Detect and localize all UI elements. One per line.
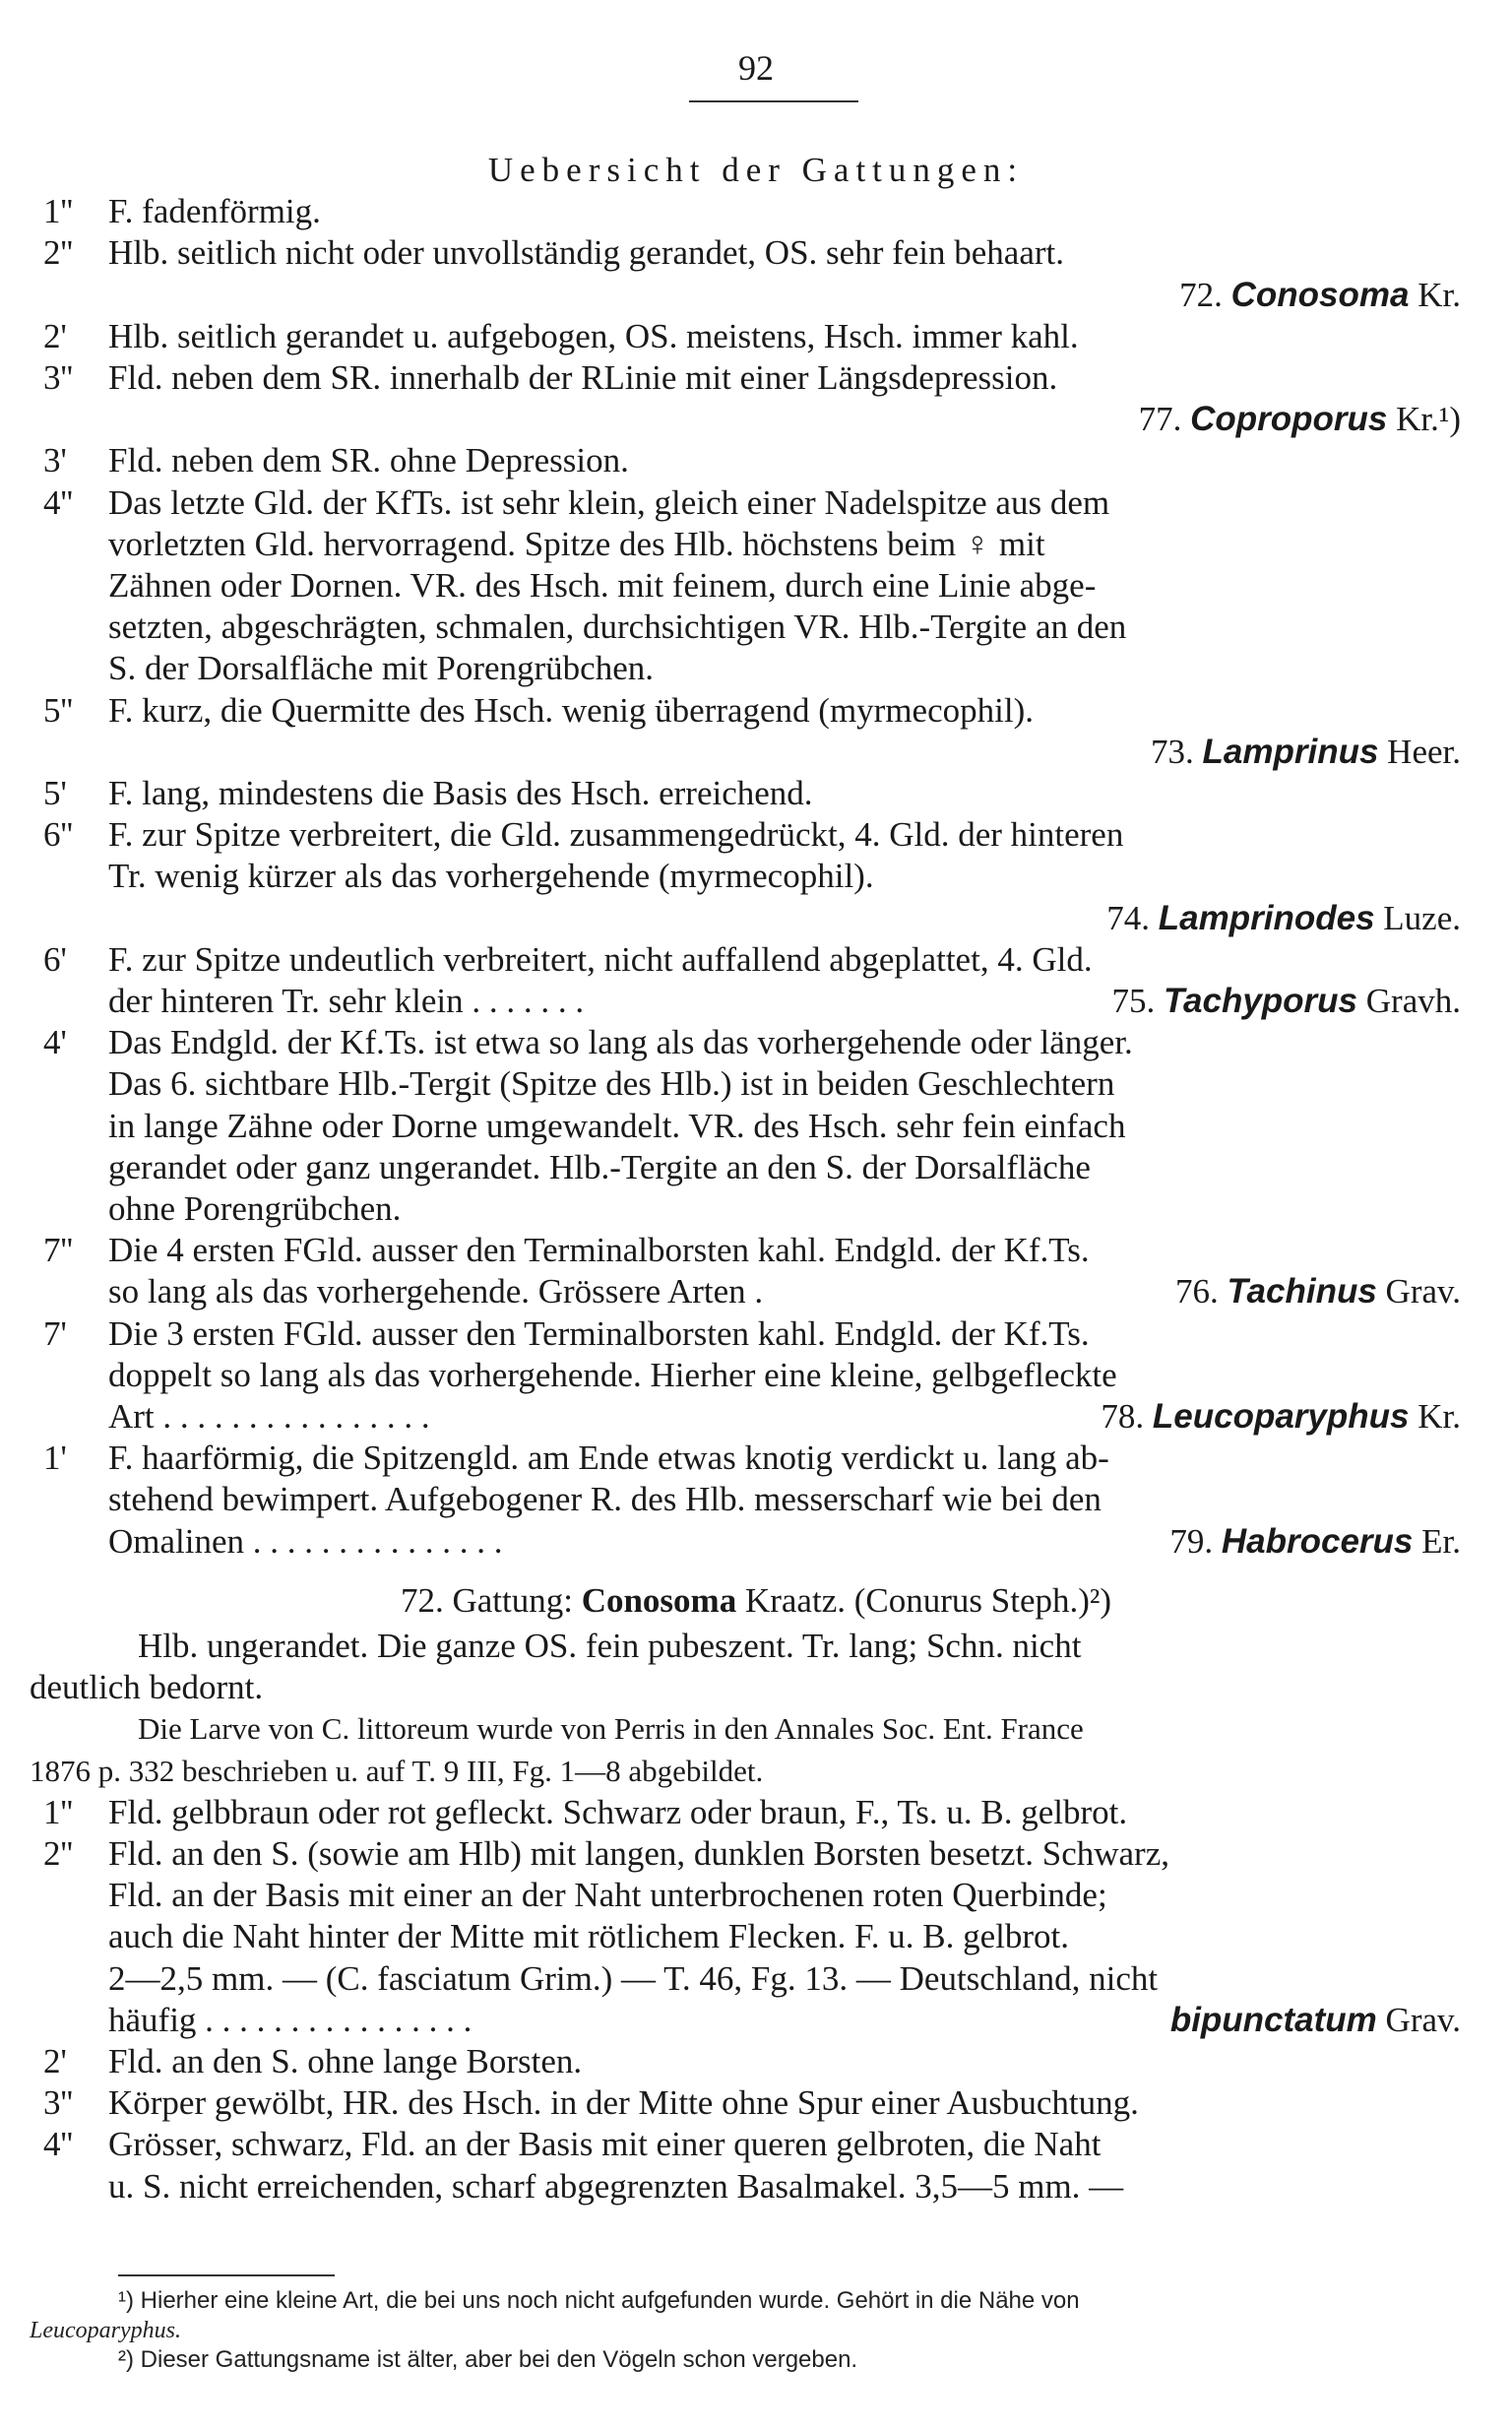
genus-header-synonym: (Conurus Steph.)²) — [853, 1580, 1112, 1620]
key-line — [0, 273, 1512, 318]
line-text: in lange Zähne oder Dorne umgewandelt. VR. des Hsch. sehr fein einfach — [108, 1106, 1126, 1145]
section-title — [0, 148, 1512, 193]
line-text: Tr. wenig kürzer als das vorhergehende (myrmecophil). — [108, 857, 874, 896]
author-name: Kr.¹) — [1396, 400, 1461, 439]
line-text: Hlb. ungerandet. Die ganze OS. fein pubeszent. Tr. lang; Schn. nicht — [138, 1627, 1082, 1665]
genus-name: Coproporus — [1190, 400, 1388, 439]
footnote-line: ²) Dieser Gattungsname ist älter, aber bei den Vögeln schon vergeben. — [118, 2346, 858, 2373]
body-line — [0, 1624, 1512, 1669]
key-line — [0, 688, 1512, 734]
genus-number: 76. — [1174, 1272, 1219, 1311]
key-line — [0, 979, 1512, 1024]
key-label: 2'' — [43, 1834, 74, 1873]
line-text: F. fadenförmig. — [108, 192, 321, 231]
key-line — [0, 355, 1512, 401]
key-label: 4'' — [43, 2125, 74, 2164]
key-line — [0, 896, 1512, 941]
key-line — [0, 1186, 1512, 1232]
body-line — [0, 1956, 1512, 2002]
genus-name: Lamprinus — [1202, 732, 1379, 771]
line-text: häufig . . . . . . . . . . . . . . . . — [108, 2000, 472, 2039]
genus-number: 73. — [1151, 732, 1194, 771]
key-line — [0, 480, 1512, 526]
body-line — [0, 1998, 1512, 2043]
key-line — [0, 438, 1512, 483]
key-label: 3'' — [43, 2083, 74, 2123]
line-text: doppelt so lang als das vorhergehende. Hierher eine kleine, gelbgefleckte — [108, 1355, 1117, 1394]
key-line — [0, 1436, 1512, 1481]
body-line — [0, 2039, 1512, 2084]
footnote-line: Leucoparyphus. — [30, 2318, 181, 2343]
body-line — [0, 2122, 1512, 2167]
line-text: Grösser, schwarz, Fld. an der Basis mit einer queren gelbroten, die Naht — [108, 2125, 1102, 2164]
genus-number: 79. — [1169, 1521, 1214, 1561]
genus-reference — [1106, 896, 1461, 941]
key-line — [0, 1061, 1512, 1107]
line-text: Fld. gelbbraun oder rot gefleckt. Schwarz oder braun, F., Ts. u. B. gelbrot. — [108, 1792, 1128, 1831]
key-line — [0, 854, 1512, 899]
key-line — [0, 314, 1512, 359]
body-line — [0, 1914, 1512, 1959]
key-label: 7' — [43, 1313, 67, 1353]
genus-header-text — [0, 1578, 1512, 1624]
body-line — [0, 2080, 1512, 2126]
line-text: so lang als das vorhergehende. Grössere Arten . — [108, 1272, 764, 1311]
key-line — [0, 1477, 1512, 1522]
line-text: Fld. neben dem SR. ohne Depression. — [108, 441, 629, 480]
genus-reference — [1151, 730, 1461, 775]
key-line — [0, 230, 1512, 276]
key-line — [0, 1269, 1512, 1314]
line-text: vorletzten Gld. hervorragend. Spitze des Hlb. höchstens beim ♀ mit — [108, 524, 1045, 563]
footnote-rule — [118, 2274, 335, 2276]
line-text: Art . . . . . . . . . . . . . . . . — [108, 1397, 430, 1436]
key-line — [0, 771, 1512, 816]
key-label: 3' — [43, 441, 67, 480]
key-label: 1'' — [43, 1792, 74, 1831]
author-name: Kr. — [1418, 275, 1461, 314]
line-text: Die 3 ersten FGld. ausser den Terminalborsten kahl. Endgld. der Kf.Ts. — [108, 1313, 1090, 1353]
key-label: 4'' — [43, 482, 74, 522]
key-line — [0, 1228, 1512, 1273]
key-line — [0, 1519, 1512, 1565]
genus-number: 78. — [1101, 1397, 1145, 1436]
line-text: Das letzte Gld. der KfTs. ist sehr klein, gleich einer Nadelspitze aus dem — [108, 482, 1110, 522]
line-text: Zähnen oder Dornen. VR. des Hsch. mit feinem, durch eine Linie abge- — [108, 566, 1097, 605]
line-text: der hinteren Tr. sehr klein . . . . . . . — [108, 982, 585, 1020]
key-label: 5' — [43, 774, 67, 812]
genus-header-prefix: 72. Gattung: — [400, 1580, 573, 1620]
key-label: 7'' — [43, 1231, 74, 1270]
key-line — [0, 1020, 1512, 1065]
body-line — [0, 1873, 1512, 1918]
key-label: 6'' — [43, 815, 74, 855]
author-name: Heer. — [1387, 732, 1461, 771]
line-text: F. lang, mindestens die Basis des Hsch. erreichend. — [108, 774, 813, 812]
key-line — [0, 1311, 1512, 1357]
key-label: 1' — [43, 1439, 67, 1478]
key-line — [0, 605, 1512, 650]
line-text: S. der Dorsalfläche mit Porengrübchen. — [108, 649, 655, 688]
line-text: setzten, abgeschrägten, schmalen, durchsichtigen VR. Hlb.-Tergite an den — [108, 608, 1127, 647]
key-line — [0, 812, 1512, 858]
key-label: 1'' — [43, 192, 74, 231]
key-line — [0, 646, 1512, 691]
genus-name: Conosoma — [1230, 275, 1410, 314]
line-text: ohne Porengrübchen. — [108, 1189, 402, 1228]
line-text: u. S. nicht erreichenden, scharf abgegrenzten Basalmakel. 3,5—5 mm. — — [108, 2166, 1124, 2206]
key-line — [0, 937, 1512, 983]
line-text: deutlich bedornt. — [30, 1668, 264, 1707]
genus-name: Lamprinodes — [1158, 898, 1375, 937]
line-text: 2—2,5 mm. — (C. fasciatum Grim.) — T. 46, Fg. 13. — Deutschland, nicht — [108, 1958, 1159, 1998]
author-name: Gravh. — [1365, 982, 1461, 1020]
species-name: bipunctatum — [1169, 2000, 1377, 2039]
key-label: 2' — [43, 2042, 67, 2080]
section-title-text: Uebersicht der Gattungen: — [487, 151, 1025, 189]
genus-name: Leucoparyphus — [1152, 1397, 1410, 1436]
author-name: Luze. — [1383, 898, 1461, 937]
line-text: Omalinen . . . . . . . . . . . . . . . — [108, 1521, 503, 1561]
key-label: 4' — [43, 1023, 67, 1062]
key-label: 2'' — [43, 233, 74, 273]
key-line — [0, 563, 1512, 608]
line-text: Hlb. seitlich gerandet u. aufgebogen, OS. meistens, Hsch. immer kahl. — [108, 316, 1079, 355]
line-text: gerandet oder ganz ungerandet. Hlb.-Tergite an den S. der Dorsalfläche — [108, 1147, 1091, 1186]
line-text: stehend bewimpert. Aufgebogener R. des Hlb. messerscharf wie bei den — [108, 1480, 1102, 1519]
body-line — [0, 1706, 1512, 1752]
author-name: Kr. — [1418, 1397, 1461, 1436]
genus-header — [0, 1578, 1512, 1624]
key-label: 5'' — [43, 690, 74, 730]
line-text: F. zur Spitze undeutlich verbreitert, nicht auffallend abgeplattet, 4. Gld. — [108, 939, 1093, 979]
genus-number: 72. — [1179, 275, 1223, 314]
line-text: Das Endgld. der Kf.Ts. ist etwa so lang als das vorhergehende oder länger. — [108, 1023, 1133, 1062]
line-text: Hlb. seitlich nicht oder unvollständig gerandet, OS. sehr fein behaart. — [108, 233, 1064, 273]
key-line — [0, 189, 1512, 234]
line-text: F. zur Spitze verbreitert, die Gld. zusammengedrückt, 4. Gld. der hinteren — [108, 815, 1124, 855]
footnote-line: ¹) Hierher eine kleine Art, die bei uns noch nicht aufgefunden wurde. Gehört in die Nähe von — [118, 2287, 1080, 2314]
line-text: 1876 p. 332 beschrieben u. auf T. 9 III, Fg. 1—8 abgebildet. — [30, 1753, 764, 1788]
genus-number: 74. — [1106, 898, 1151, 937]
key-line — [0, 1353, 1512, 1398]
genus-name: Tachyporus — [1163, 982, 1358, 1020]
genus-reference — [1169, 1519, 1461, 1565]
genus-reference — [1170, 1998, 1461, 2043]
line-text: F. haarförmig, die Spitzengld. am Ende etwas knotig verdickt u. lang ab- — [108, 1439, 1109, 1478]
genus-reference — [1179, 273, 1461, 318]
line-text: Fld. an den S. (sowie am Hlb) mit langen, dunklen Borsten besetzt. Schwarz, — [108, 1834, 1169, 1873]
body-line — [0, 1749, 1512, 1794]
genus-number: 77. — [1138, 400, 1182, 439]
line-text: Die 4 ersten FGld. ausser den Terminalborsten kahl. Endgld. der Kf.Ts. — [108, 1231, 1090, 1270]
line-text: Das 6. sichtbare Hlb.-Tergit (Spitze des Hlb.) ist in beiden Geschlechtern — [108, 1064, 1115, 1104]
key-line — [0, 522, 1512, 567]
body-line — [0, 1790, 1512, 1835]
page-number: 92 — [738, 48, 774, 88]
author-name: Grav. — [1385, 1272, 1461, 1311]
genus-header-name: Conosoma — [581, 1580, 737, 1620]
line-text: Fld. an der Basis mit einer an der Naht unterbrochenen roten Querbinde; — [108, 1876, 1107, 1915]
key-label: 3'' — [43, 358, 74, 397]
body-line — [0, 1665, 1512, 1710]
genus-reference — [1175, 1269, 1461, 1314]
key-line — [0, 730, 1512, 775]
line-text: Fld. neben dem SR. innerhalb der RLinie mit einer Längsdepression. — [108, 358, 1058, 397]
line-text: Fld. an den S. ohne lange Borsten. — [108, 2042, 583, 2080]
key-line — [0, 1394, 1512, 1439]
key-line — [0, 1145, 1512, 1190]
genus-name: Habrocerus — [1221, 1521, 1414, 1561]
key-line — [0, 1104, 1512, 1149]
line-text: Körper gewölbt, HR. des Hsch. in der Mitte ohne Spur einer Ausbuchtung. — [108, 2083, 1139, 2123]
body-line — [0, 2164, 1512, 2209]
line-text: auch die Naht hinter der Mitte mit rötlichem Flecken. F. u. B. gelbrot. — [108, 1917, 1070, 1956]
body-line — [0, 1831, 1512, 1877]
author-name: Grav. — [1385, 2000, 1461, 2039]
page-number-rule — [689, 100, 858, 102]
genus-header-author: Kraatz. — [744, 1580, 846, 1620]
key-label: 6' — [43, 939, 67, 979]
genus-name: Tachinus — [1227, 1272, 1377, 1311]
genus-number: 75. — [1111, 982, 1156, 1020]
genus-reference — [1101, 1394, 1461, 1439]
genus-reference — [1139, 397, 1461, 442]
key-line — [0, 397, 1512, 442]
line-text: F. kurz, die Quermitte des Hsch. wenig überragend (myrmecophil). — [108, 690, 1034, 730]
key-label: 2' — [43, 316, 67, 355]
line-text: Die Larve von C. littoreum wurde von Perris in den Annales Soc. Ent. France — [138, 1711, 1084, 1747]
author-name: Er. — [1421, 1521, 1461, 1561]
genus-reference — [1111, 979, 1461, 1024]
